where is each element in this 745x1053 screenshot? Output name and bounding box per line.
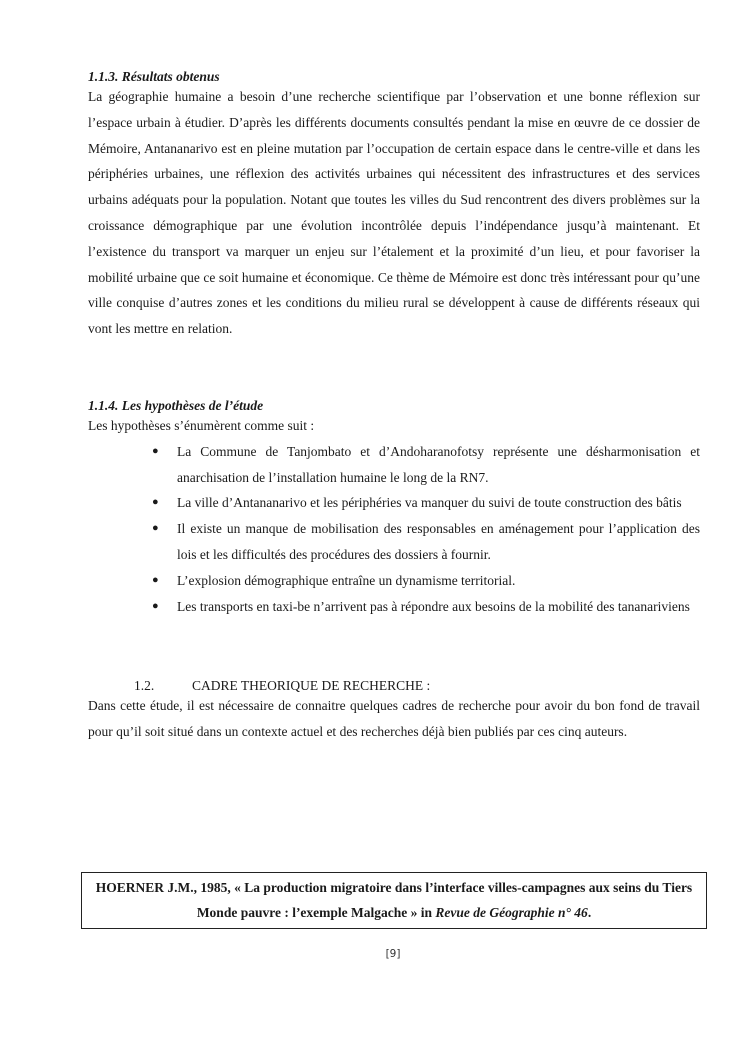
paragraph-cadre-theorique: Dans cette étude, il est nécessaire de connaitre quelques cadres de recherche pour avoir du bon fond de travail pour qu’il soit situé dans un contexte actuel et des recherches déjà bien publiés par ces cinq auteurs. <box>88 698 700 740</box>
section-heading-cadre-theorique <box>88 677 700 694</box>
paragraph-resultats: La géographie humaine a besoin d’une recherche scientifique par l’observation et une bonne réflexion sur l’espace urbain à étudier. D’après les différents documents consultés pendant la mise en œuvre de ce dossier de Mémoire, Antananarivo est en pleine mutation par l’occupation de certain espace dans le centre-ville et dans les périphéries urbaines, une réflexion des activités urbaines qui nécessitent des infrastructures et des services urbains adéquats pour la population. Notant que toutes les villes du Sud rencontrent des divers problèmes sur la croissance démographique par une évolution incontrôlée depuis l’indépendance jusqu’à maintenant. Et l’existence du transport va marquer un enjeu sur l’étalement et la proximité d’un lieu, et pour favoriser la mobilité urbaine que ce soit humaine et économique. Ce thème de Mémoire est donc très intéressant pour qu’une ville conquise d’autres zones et les conditions du milieu rural se développent à cause de différents réseaux qui vont les mettre en relation. <box>88 89 700 337</box>
paragraph-hypotheses-intro: Les hypothèses s’énumèrent comme suit : <box>88 417 315 433</box>
document-page <box>88 68 700 745</box>
hypotheses-list <box>88 439 700 620</box>
page-number: [9] <box>385 948 401 960</box>
section-heading-resultats: 1.1.3. Résultats obtenus <box>88 69 220 84</box>
reference-box <box>81 872 707 929</box>
reference-journal: Revue de Géographie n° 46 <box>435 905 588 920</box>
section-number: 1.2. <box>134 678 155 694</box>
list-item: ● Les transports en taxi-be n’arrivent pas à répondre aux besoins de la mobilité des tananariviens <box>152 594 700 620</box>
list-item: ● Il existe un manque de mobilisation des responsables en aménagement pour l’application des lois et les difficultés des procédures des dossiers à fournir. <box>152 516 700 568</box>
bullet-icon: ● <box>152 573 159 586</box>
list-item: ● L’explosion démographique entraîne un dynamisme territorial. <box>152 568 700 594</box>
section-title: CADRE THEORIQUE DE RECHERCHE : <box>192 678 431 694</box>
bullet-icon: ● <box>152 496 159 509</box>
list-item: ● La Commune de Tanjombato et d’Andoharanofotsy représente une désharmonisation et anarchisation de l’installation humaine le long de la RN7. <box>152 439 700 491</box>
bullet-icon: ● <box>152 522 159 535</box>
list-item: ● La ville d’Antananarivo et les périphéries va manquer du suivi de toute construction des bâtis <box>152 490 700 516</box>
reference-end: . <box>587 905 592 920</box>
reference-main: HOERNER J.M., 1985, « La production migratoire dans l’interface villes-campagnes aux seins du Tiers Monde pauvre : l’exemple Malgache » in <box>95 880 693 920</box>
section-heading-hypotheses: 1.1.4. Les hypothèses de l’étude <box>88 397 264 413</box>
bullet-icon: ● <box>152 599 159 612</box>
bullet-icon: ● <box>152 444 159 457</box>
